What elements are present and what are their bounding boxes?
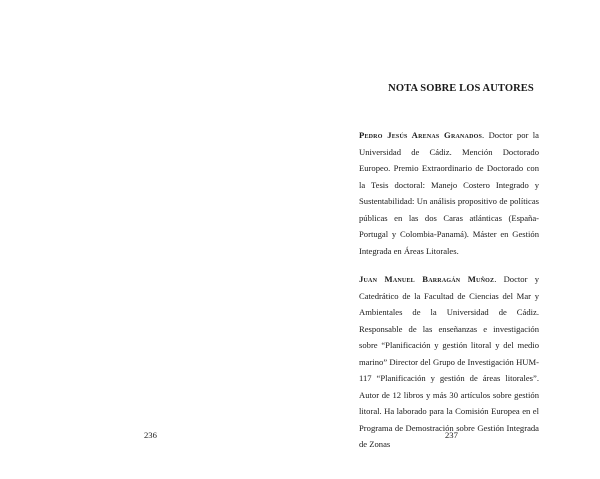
author-name: Pedro Jesús Arenas Granados xyxy=(359,130,483,140)
author-entry xyxy=(359,271,539,453)
right-page xyxy=(300,0,600,479)
author-entry xyxy=(359,127,539,259)
page-number-left: 236 xyxy=(144,430,157,440)
author-name: Juan Manuel Barragán Muñoz xyxy=(359,274,495,284)
section-title: NOTA SOBRE LOS AUTORES xyxy=(388,83,534,94)
author-bio: . Doctor y Catedrático de la Facultad de Ciencias del Mar y Ambientales de la Universidad de Cádiz. Responsable de las enseñanzas e investigación sobre “Planificación y gestión litoral y del medio marino” Director del Grupo de Investigación HUM-117 “Planificación y gestión de áreas litorales”. Autor de 12 libros y más 30 artículos sobre gestión litoral. Ha laborado para la Comisión Europea en el Programa de Demostración sobre Gestión Integrada de Zonas xyxy=(359,274,540,449)
page-number-right: 237 xyxy=(445,430,458,440)
author-bio: . Doctor por la Universidad de Cádiz. Mención Doctorado Europeo. Premio Extraordinario de Doctorado con la Tesis doctoral: Manejo Costero Integrado y Sustentabilidad: Un análisis propositivo de políticas públicas en las dos Caras atlánticas (España-Portugal y Colombia-Panamá). Máster en Gestión Integrada en Áreas Litorales. xyxy=(359,130,539,256)
